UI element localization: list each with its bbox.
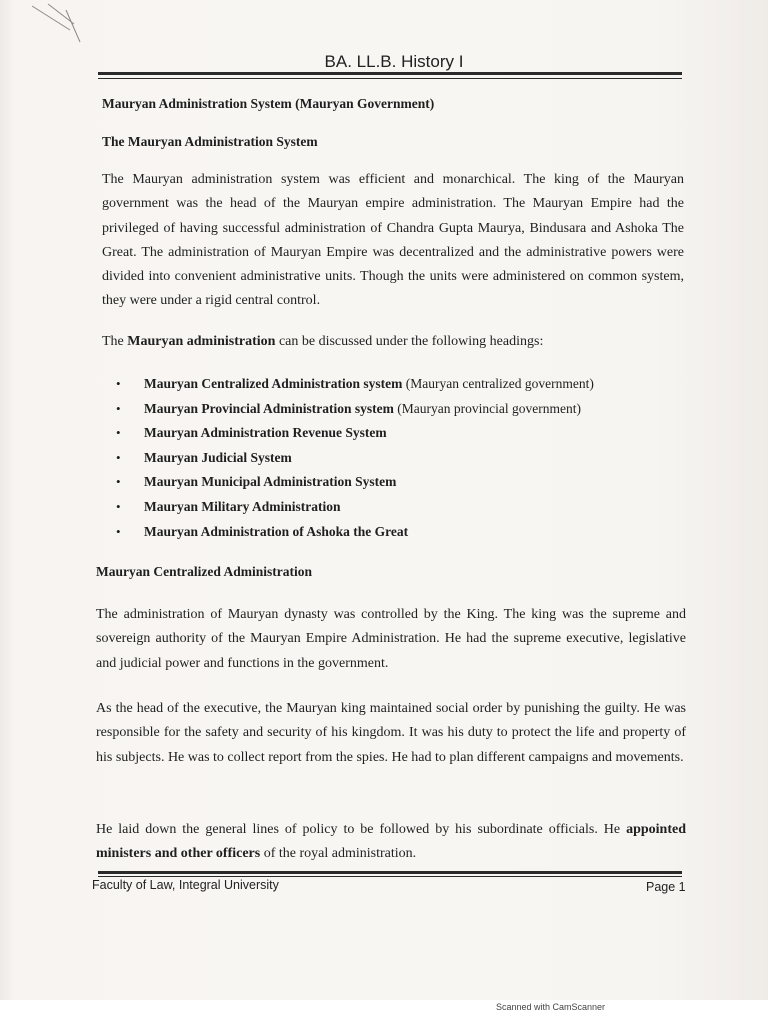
list-item: • Mauryan Judicial System (116, 446, 594, 471)
footer-rule-thick (98, 871, 682, 874)
policy-text-bold: appointed ministers and other officers (96, 822, 686, 862)
list-item: • Mauryan Administration Revenue System (116, 421, 594, 446)
paragraph-headings-intro (102, 330, 684, 354)
list-item: • Mauryan Centralized Administration system (Mauryan centralized government) (116, 372, 594, 397)
footer-page-number: Page 1 (646, 880, 686, 894)
list-item: • Mauryan Municipal Administration System (116, 470, 594, 495)
list-item: • Mauryan Administration of Ashoka the Great (116, 520, 594, 545)
intro-text-post: can be discussed under the following headings: (275, 334, 544, 349)
scanner-watermark-text: Scanned with CamScanner (496, 1002, 606, 1012)
list-item: • Mauryan Military Administration (116, 495, 594, 520)
paragraph-policy-appointments (96, 818, 686, 867)
list-item: • Mauryan Provincial Administration system (Mauryan provincial government) (116, 397, 594, 422)
header-rule-thick (98, 72, 682, 75)
section-heading-administration-system: The Mauryan Administration System (102, 134, 318, 149)
header-rule-thin (98, 78, 682, 79)
footer-institution: Faculty of Law, Integral University (92, 878, 279, 892)
paragraph-administration-overview: The Mauryan administration system was efficient and monarchical. The king of the Mauryan government was the head of the Mauryan empire administration. The Mauryan Empire had the privileged of having successful administration of Chandra Gupta Maurya, Bindusara and Ashoka The Great. The administration of Mauryan Empire was decentralized and the administrative powers were divided into convenient administrative units. Though the units were administered on common system, they were under a rigid central control. (102, 172, 684, 309)
policy-text-pre: He laid down the general lines of policy to be followed by his subordinate officials. He (96, 822, 627, 837)
fold-crease-mark (30, 2, 90, 52)
paragraph-king-executive-duties: As the head of the executive, the Mauryan king maintained social order by punishing the guilty. He was responsible for the safety and security of his kingdom. It was his duty to protect the life and property of his subjects. He was to collect report from the spies. He had to plan different campaigns and movements. (96, 701, 686, 765)
footer-rule-thin (98, 876, 682, 877)
headings-list (116, 372, 594, 544)
intro-text-bold: Mauryan administration (127, 334, 276, 349)
intro-text-pre: The (102, 334, 128, 349)
page-header-title: BA. LL.B. History I (324, 52, 464, 71)
document-title: Mauryan Administration System (Mauryan Government) (102, 96, 435, 111)
policy-text-post: of the royal administration. (260, 846, 417, 862)
section-heading-centralized-administration: Mauryan Centralized Administration (96, 564, 312, 579)
paragraph-king-authority: The administration of Mauryan dynasty was controlled by the King. The king was the supreme and sovereign authority of the Mauryan Empire Administration. He had the supreme executive, legislative and judicial power and functions in the government. (96, 607, 686, 671)
